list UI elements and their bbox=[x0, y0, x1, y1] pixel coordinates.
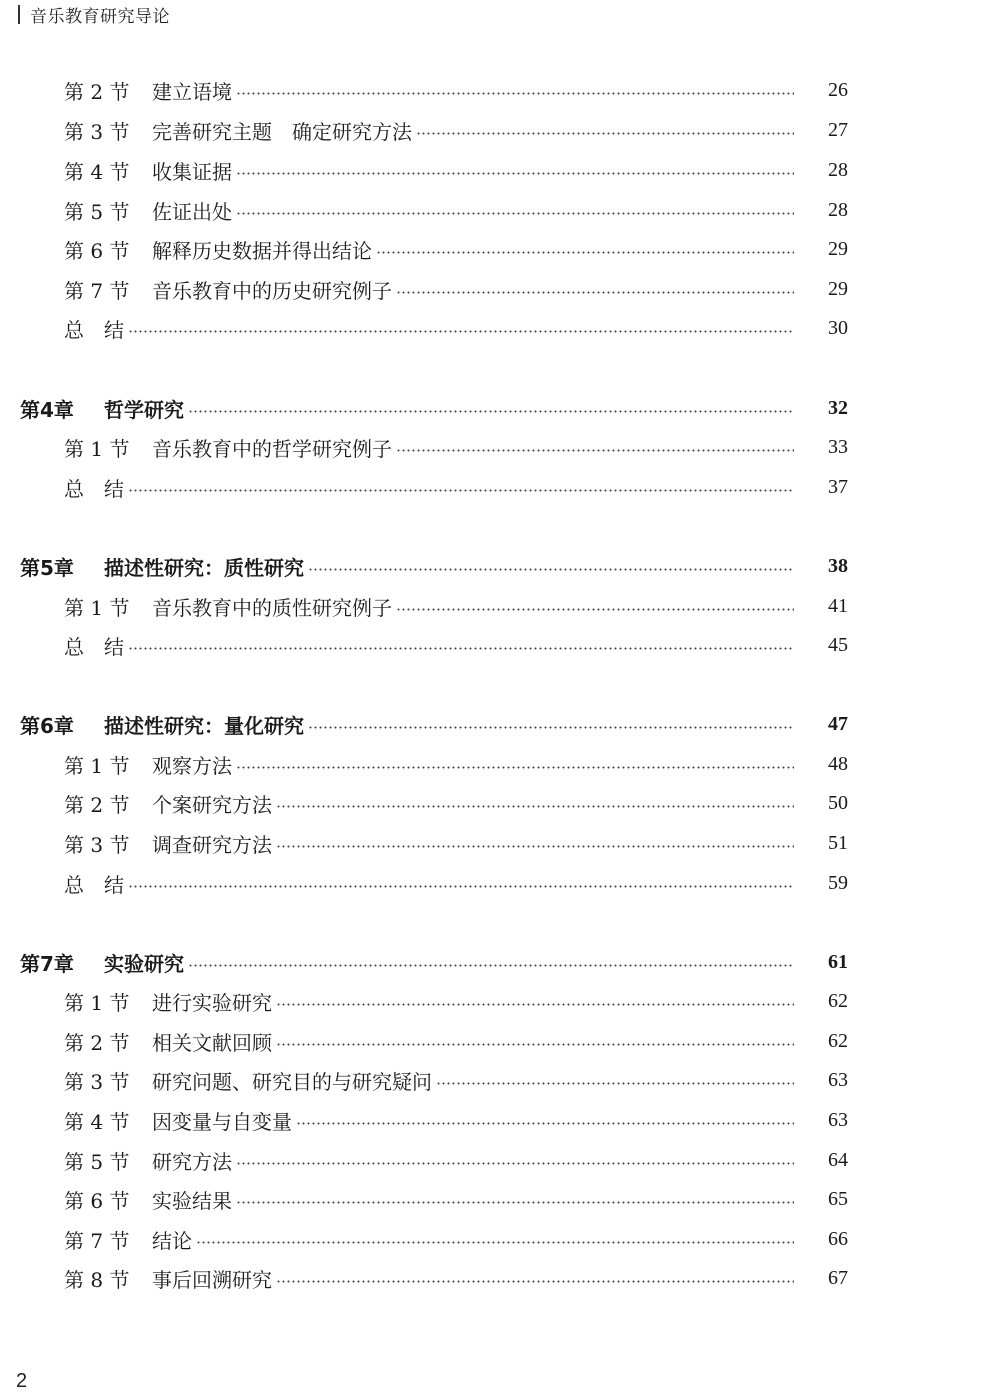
toc-chapter-entry[interactable] bbox=[0, 392, 1006, 424]
chapter-number: 第7章 bbox=[20, 951, 74, 976]
dot-leader bbox=[236, 172, 794, 175]
section-number: 第 7 节 bbox=[64, 1228, 130, 1253]
page-reference: 59 bbox=[828, 871, 848, 894]
section-number: 第 2 节 bbox=[64, 79, 130, 104]
dot-leader bbox=[396, 608, 794, 611]
dot-leader bbox=[188, 964, 794, 967]
section-title: 个案研究方法 bbox=[152, 792, 272, 817]
chapter-title: 描述性研究：质性研究 bbox=[104, 555, 304, 580]
dot-leader bbox=[308, 568, 794, 571]
section-number: 第 5 节 bbox=[64, 1149, 130, 1174]
page-reference: 66 bbox=[828, 1227, 848, 1250]
toc-section-entry[interactable] bbox=[0, 1144, 1006, 1176]
page-reference: 48 bbox=[828, 752, 848, 775]
section-number: 总 结 bbox=[64, 476, 124, 501]
toc-section-entry[interactable] bbox=[0, 114, 1006, 146]
dot-leader bbox=[276, 845, 794, 848]
section-title: 因变量与自变量 bbox=[152, 1109, 292, 1134]
section-title: 研究问题、研究目的与研究疑问 bbox=[152, 1069, 432, 1094]
page-reference: 28 bbox=[828, 198, 848, 221]
toc-section-entry[interactable] bbox=[0, 1183, 1006, 1215]
dot-leader bbox=[436, 1082, 794, 1085]
page-number: 2 bbox=[16, 1370, 28, 1392]
chapter-title: 哲学研究 bbox=[104, 397, 184, 422]
page-reference: 61 bbox=[828, 950, 848, 973]
dot-leader bbox=[236, 92, 794, 95]
section-title: 佐证出处 bbox=[152, 199, 232, 224]
toc-section-entry[interactable] bbox=[0, 867, 1006, 899]
dot-leader bbox=[236, 766, 794, 769]
page-reference: 50 bbox=[828, 791, 848, 814]
toc-section-entry[interactable] bbox=[0, 827, 1006, 859]
section-number: 总 结 bbox=[64, 872, 124, 897]
toc-chapter-entry[interactable] bbox=[0, 708, 1006, 740]
section-number: 第 3 节 bbox=[64, 832, 130, 857]
dot-leader bbox=[308, 726, 794, 729]
section-title: 调查研究方法 bbox=[152, 832, 272, 857]
section-title: 进行实验研究 bbox=[152, 990, 272, 1015]
page-reference: 45 bbox=[828, 633, 848, 656]
toc-chapter-entry[interactable] bbox=[0, 550, 1006, 582]
dot-leader bbox=[236, 1162, 794, 1165]
section-number: 第 4 节 bbox=[64, 1109, 130, 1134]
toc-section-entry[interactable] bbox=[0, 1223, 1006, 1255]
toc-section-entry[interactable] bbox=[0, 787, 1006, 819]
toc-section-entry[interactable] bbox=[0, 748, 1006, 780]
page-reference: 37 bbox=[828, 475, 848, 498]
dot-leader bbox=[128, 647, 794, 650]
toc-section-entry[interactable] bbox=[0, 194, 1006, 226]
dot-leader bbox=[196, 1241, 794, 1244]
dot-leader bbox=[396, 291, 794, 294]
toc-section-entry[interactable] bbox=[0, 985, 1006, 1017]
section-number: 第 2 节 bbox=[64, 1030, 130, 1055]
toc-section-entry[interactable] bbox=[0, 1025, 1006, 1057]
section-title: 研究方法 bbox=[152, 1149, 232, 1174]
toc-section-entry[interactable] bbox=[0, 629, 1006, 661]
page-reference: 51 bbox=[828, 831, 848, 854]
dot-leader bbox=[128, 489, 794, 492]
section-title: 实验结果 bbox=[152, 1188, 232, 1213]
page-reference: 64 bbox=[828, 1148, 848, 1171]
page-reference: 62 bbox=[828, 989, 848, 1012]
section-title: 完善研究主题 确定研究方法 bbox=[152, 119, 412, 144]
section-number: 第 3 节 bbox=[64, 1069, 130, 1094]
dot-leader bbox=[276, 1280, 794, 1283]
section-title: 建立语境 bbox=[152, 79, 232, 104]
section-number: 总 结 bbox=[64, 634, 124, 659]
section-number: 第 4 节 bbox=[64, 159, 130, 184]
chapter-title: 实验研究 bbox=[104, 951, 184, 976]
section-number: 第 1 节 bbox=[64, 990, 130, 1015]
section-number: 第 1 节 bbox=[64, 595, 130, 620]
section-title: 收集证据 bbox=[152, 159, 232, 184]
section-title: 观察方法 bbox=[152, 753, 232, 778]
page-reference: 26 bbox=[828, 78, 848, 101]
dot-leader bbox=[236, 212, 794, 215]
toc-section-entry[interactable] bbox=[0, 590, 1006, 622]
page-reference: 41 bbox=[828, 594, 848, 617]
section-number: 第 5 节 bbox=[64, 199, 130, 224]
page-reference: 28 bbox=[828, 158, 848, 181]
section-number: 总 结 bbox=[64, 317, 124, 342]
page-reference: 63 bbox=[828, 1068, 848, 1091]
page-reference: 62 bbox=[828, 1029, 848, 1052]
section-title: 音乐教育中的质性研究例子 bbox=[152, 595, 392, 620]
section-number: 第 2 节 bbox=[64, 792, 130, 817]
section-title: 结论 bbox=[152, 1228, 192, 1253]
toc-section-entry[interactable] bbox=[0, 1104, 1006, 1136]
page-reference: 29 bbox=[828, 277, 848, 300]
dot-leader bbox=[188, 410, 794, 413]
toc-section-entry[interactable] bbox=[0, 431, 1006, 463]
dot-leader bbox=[128, 330, 794, 333]
dot-leader bbox=[276, 1003, 794, 1006]
page-reference: 67 bbox=[828, 1266, 848, 1289]
page-reference: 32 bbox=[828, 396, 848, 419]
page-reference: 29 bbox=[828, 237, 848, 260]
page-reference: 65 bbox=[828, 1187, 848, 1210]
dot-leader bbox=[376, 251, 794, 254]
dot-leader bbox=[276, 805, 794, 808]
section-number: 第 3 节 bbox=[64, 119, 130, 144]
toc-section-entry[interactable] bbox=[0, 233, 1006, 265]
section-title: 音乐教育中的历史研究例子 bbox=[152, 278, 392, 303]
page-reference: 30 bbox=[828, 316, 848, 339]
toc-section-entry[interactable] bbox=[0, 74, 1006, 106]
toc-section-entry[interactable] bbox=[0, 1262, 1006, 1294]
section-number: 第 6 节 bbox=[64, 1188, 130, 1213]
section-number: 第 7 节 bbox=[64, 278, 130, 303]
toc-section-entry[interactable] bbox=[0, 1064, 1006, 1096]
dot-leader bbox=[396, 449, 794, 452]
chapter-number: 第4章 bbox=[20, 397, 74, 422]
page-reference: 63 bbox=[828, 1108, 848, 1131]
section-number: 第 1 节 bbox=[64, 436, 130, 461]
section-title: 音乐教育中的哲学研究例子 bbox=[152, 436, 392, 461]
chapter-title: 描述性研究：量化研究 bbox=[104, 713, 304, 738]
section-title: 解释历史数据并得出结论 bbox=[152, 238, 372, 263]
section-number: 第 8 节 bbox=[64, 1267, 130, 1292]
page-reference: 38 bbox=[828, 554, 848, 577]
page-reference: 47 bbox=[828, 712, 848, 735]
dot-leader bbox=[276, 1043, 794, 1046]
section-title: 事后回溯研究 bbox=[152, 1267, 272, 1292]
toc-section-entry[interactable] bbox=[0, 154, 1006, 186]
chapter-number: 第5章 bbox=[20, 555, 74, 580]
toc-section-entry[interactable] bbox=[0, 471, 1006, 503]
section-title: 相关文献回顾 bbox=[152, 1030, 272, 1055]
dot-leader bbox=[128, 885, 794, 888]
dot-leader bbox=[236, 1201, 794, 1204]
toc-section-entry[interactable] bbox=[0, 273, 1006, 305]
book-title: 音乐教育研究导论 bbox=[30, 6, 170, 27]
toc-chapter-entry[interactable] bbox=[0, 946, 1006, 978]
dot-leader bbox=[416, 132, 794, 135]
toc-section-entry[interactable] bbox=[0, 312, 1006, 344]
page-reference: 33 bbox=[828, 435, 848, 458]
chapter-number: 第6章 bbox=[20, 713, 74, 738]
section-number: 第 1 节 bbox=[64, 753, 130, 778]
page-reference: 27 bbox=[828, 118, 848, 141]
section-number: 第 6 节 bbox=[64, 238, 130, 263]
dot-leader bbox=[296, 1122, 794, 1125]
